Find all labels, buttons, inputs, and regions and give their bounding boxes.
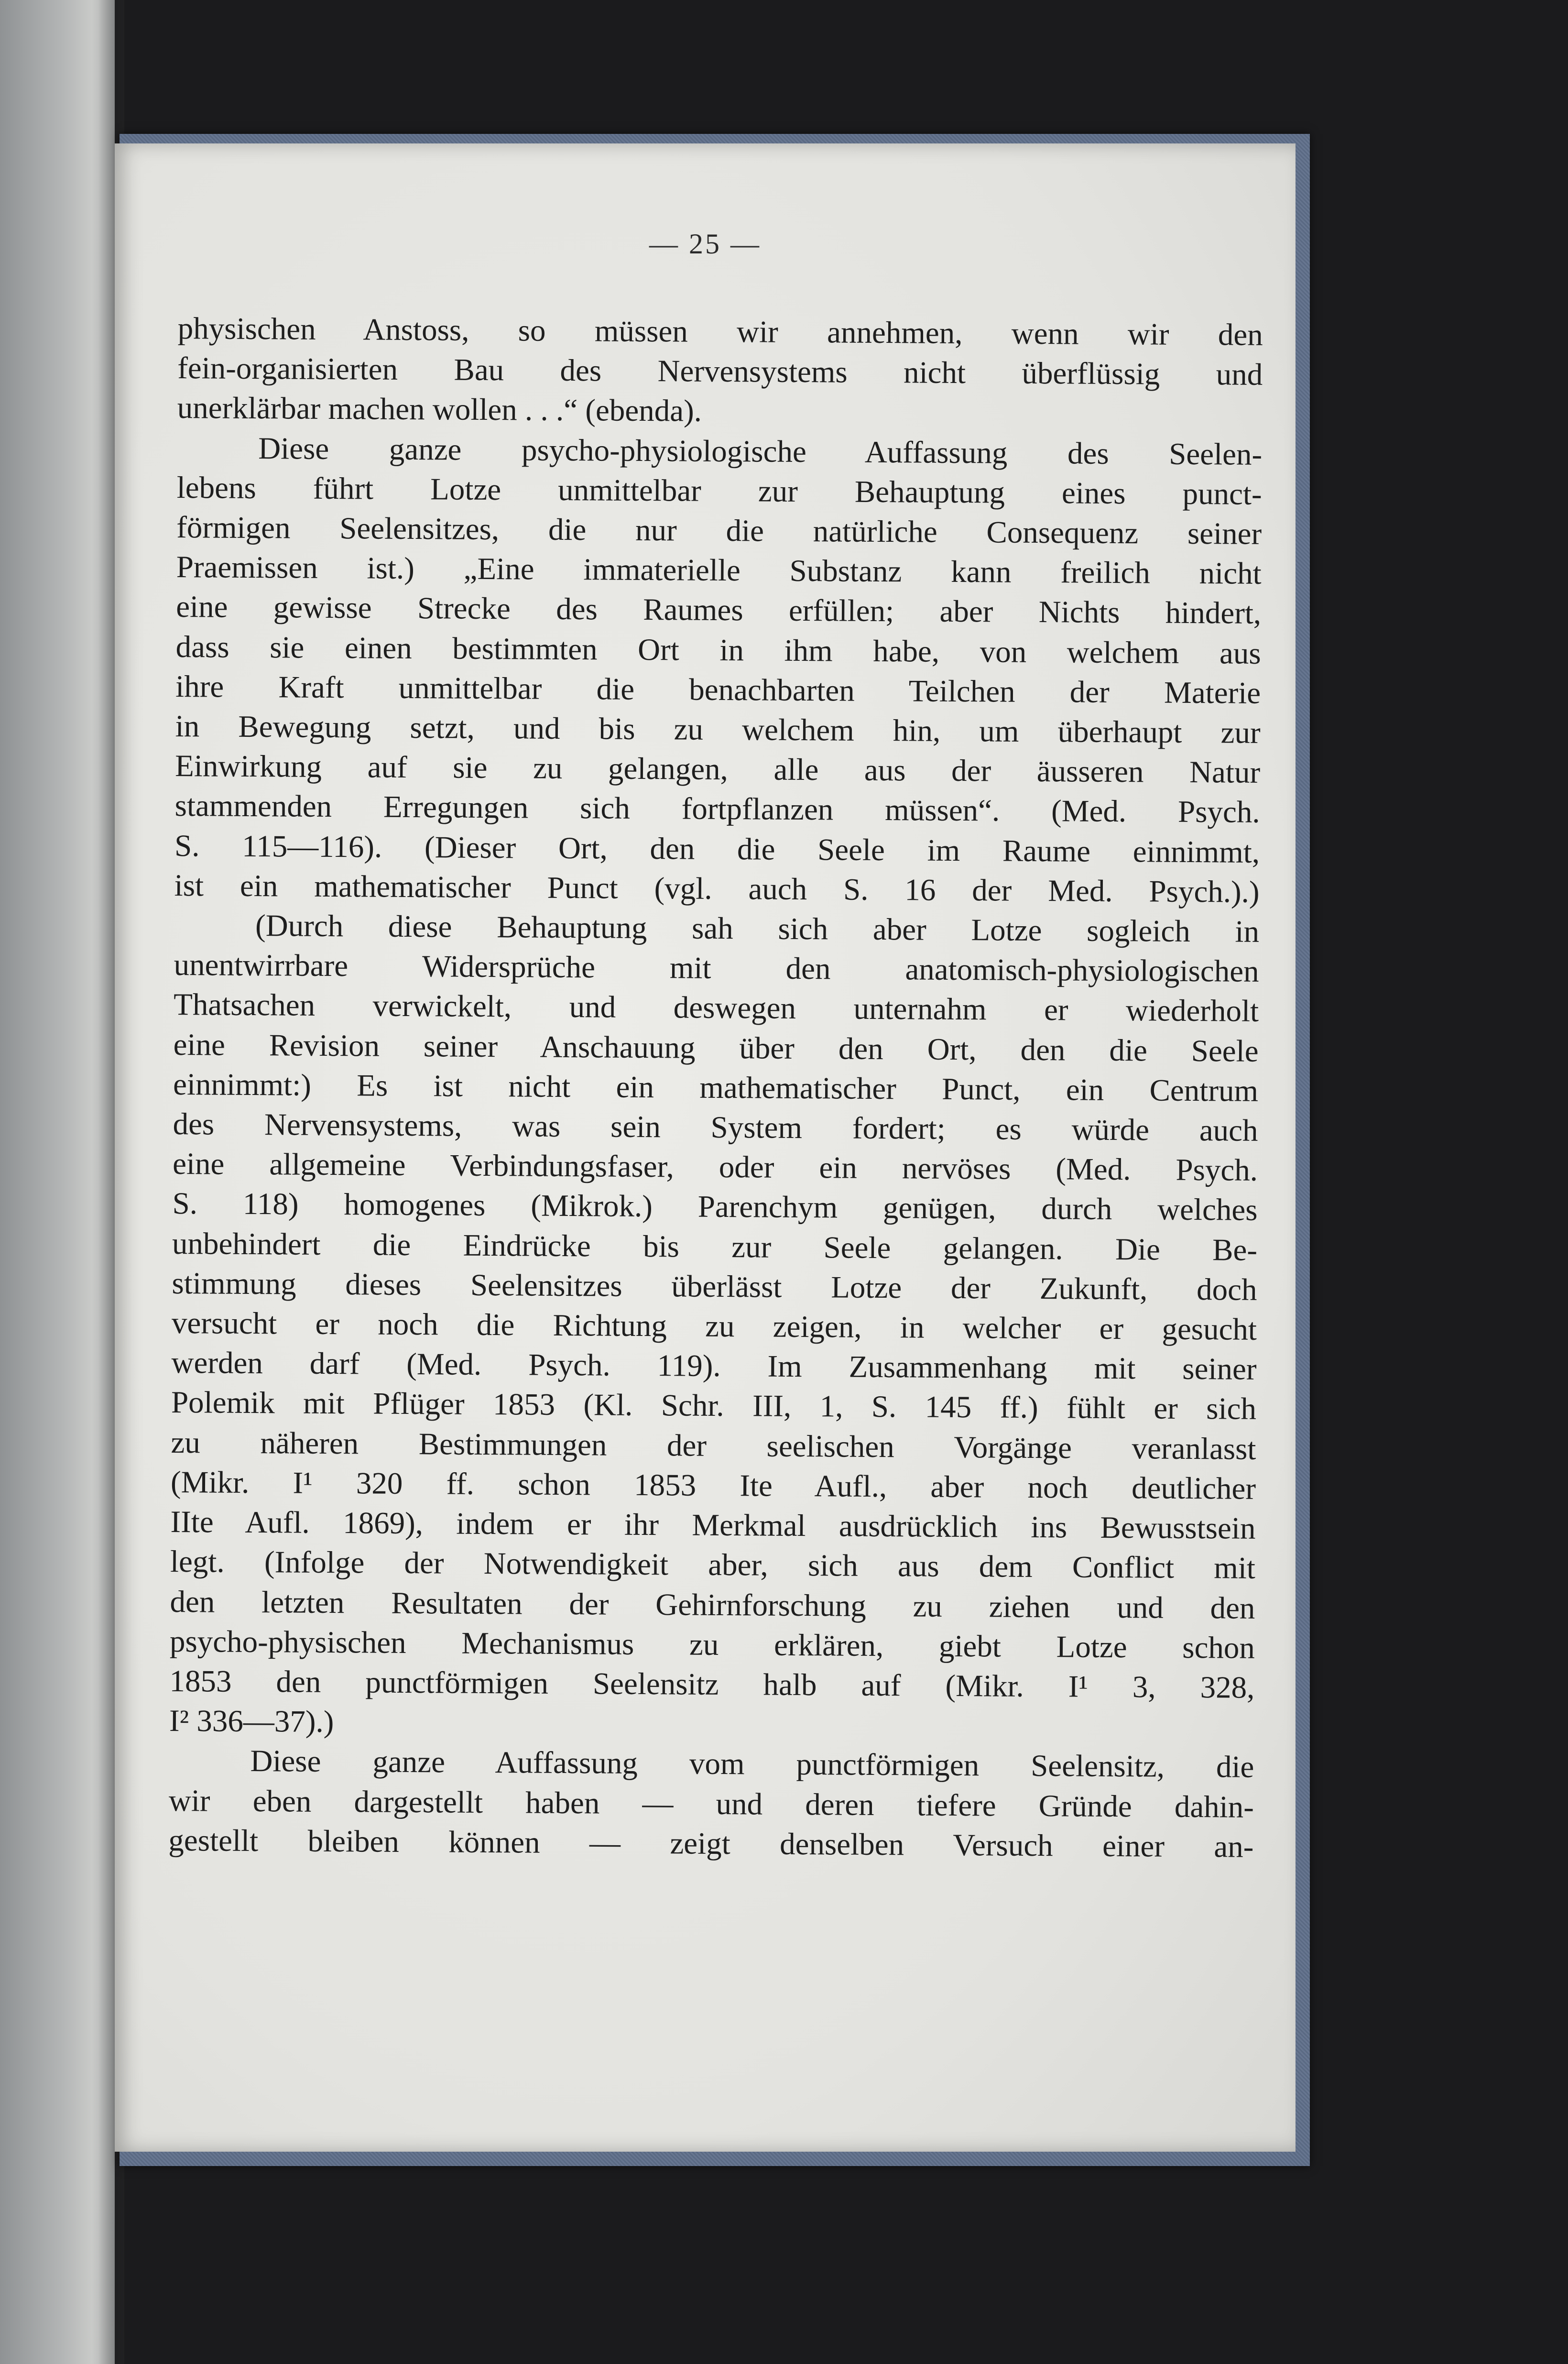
text-line: dass sie einen bestimmten Ort in ihm habe, von welchem aus (175, 629, 1261, 671)
text-line: wir eben dargestellt haben — und deren tiefere Gründe dahin- (168, 1783, 1254, 1825)
paragraph (169, 906, 1260, 1748)
text-line: einnimmt:) Es ist nicht ein mathematischer Punct, ein Centrum (173, 1067, 1259, 1108)
text-line: werden darf (Med. Psych. 119). Im Zusammenhang mit seiner (171, 1346, 1257, 1387)
text-line: unerklärbar machen wollen . . .“ (ebenda). (177, 391, 702, 429)
text-line: versucht er noch die Richtung zu zeigen, in welcher er gesucht (171, 1306, 1257, 1347)
text-line: S. 115—116). (Dieser Ort, den die Seele im Raume einnimmt, (174, 828, 1260, 870)
paragraph (174, 428, 1262, 912)
text-line: ist ein mathematischer Punct (vgl. auch S. 16 der Med. Psych.).) (174, 868, 1260, 909)
text-line: Einwirkung auf sie zu gelangen, alle aus der äusseren Natur (174, 749, 1261, 790)
paragraph (168, 1741, 1254, 1867)
text-line: Praemissen ist.) „Eine immaterielle Substanz kann freilich nicht (176, 550, 1262, 591)
text-line: stammenden Erregungen sich fortpflanzen müssen“. (Med. Psych. (174, 788, 1260, 830)
text-line: stimmung dieses Seelensitzes überlässt Lotze der Zukunft, doch (172, 1266, 1257, 1307)
text-line: zu näheren Bestimmungen der seelischen Vorgänge veranlasst (171, 1425, 1256, 1467)
text-line: eine gewisse Strecke des Raumes erfüllen; aber Nichts hindert, (175, 590, 1262, 631)
text-line: eine allgemeine Verbindungsfaser, oder ein nervöses (Med. Psych. (172, 1147, 1258, 1188)
text-line: (Mikr. I¹ 320 ff. schon 1853 Ite Aufl., aber noch deutlicher (170, 1465, 1256, 1506)
text-line: Polemik mit Pflüger 1853 (Kl. Schr. III, 1, S. 145 ff.) fühlt er sich (171, 1385, 1257, 1427)
text-line: den letzten Resultaten der Gehirnforschung zu ziehen und den (170, 1584, 1255, 1626)
text-line: Thatsachen verwickelt, und deswegen unternahm er wiederholt (173, 987, 1259, 1029)
text-line: S. 118) homogenes (Mikrok.) Parenchym genügen, durch welches (172, 1186, 1258, 1228)
text-line: gestellt bleiben können — zeigt denselben Versuch einer an- (168, 1823, 1254, 1864)
text-line: ihre Kraft unmittelbar die benachbarten Teilchen der Materie (175, 669, 1261, 711)
text-line: Diese ganze psycho-physiologische Auffassung des Seelen- (258, 431, 1263, 472)
text-line: (Durch diese Behauptung sah sich aber Lotze sogleich in (255, 908, 1260, 949)
text-line: physischen Anstoss, so müssen wir annehmen, wenn wir den (177, 311, 1263, 352)
page-body-text (168, 309, 1263, 1867)
text-line: des Nervensystems, was sein System fordert; es würde auch (173, 1107, 1258, 1148)
text-line: fein-organisierten Bau des Nervensystems nicht überflüssig und (177, 351, 1263, 393)
text-line: unentwirrbare Widersprüche mit den anatomisch-physiologischen (174, 948, 1259, 989)
text-line: in Bewegung setzt, und bis zu welchem hin, um überhaupt zur (175, 709, 1261, 750)
page-number: — 25 — (649, 228, 761, 260)
book-page (115, 143, 1296, 2152)
text-line: eine Revision seiner Anschauung über den Ort, den die Seele (173, 1027, 1259, 1069)
text-line: förmigen Seelensitzes, die nur die natürliche Consequenz seiner (176, 510, 1262, 551)
text-line: legt. (Infolge der Notwendigkeit aber, sich aus dem Conflict mit (170, 1544, 1256, 1586)
text-line: 1853 den punctförmigen Seelensitz halb auf (Mikr. I¹ 3, 328, (169, 1664, 1255, 1705)
text-line: I² 336—37).) (169, 1704, 334, 1740)
text-line: lebens führt Lotze unmittelbar zur Behauptung eines punct- (176, 470, 1262, 512)
left-facing-page-edge (0, 0, 115, 2364)
text-line: unbehindert die Eindrücke bis zur Seele gelangen. Die Be- (172, 1226, 1258, 1268)
text-line: Diese ganze Auffassung vom punctförmigen Seelensitz, die (250, 1744, 1254, 1785)
paragraph (177, 309, 1263, 435)
text-line: psycho-physischen Mechanismus zu erklären, giebt Lotze schon (169, 1624, 1255, 1665)
text-line: IIte Aufl. 1869), indem er ihr Merkmal ausdrücklich ins Bewusstsein (170, 1505, 1256, 1546)
